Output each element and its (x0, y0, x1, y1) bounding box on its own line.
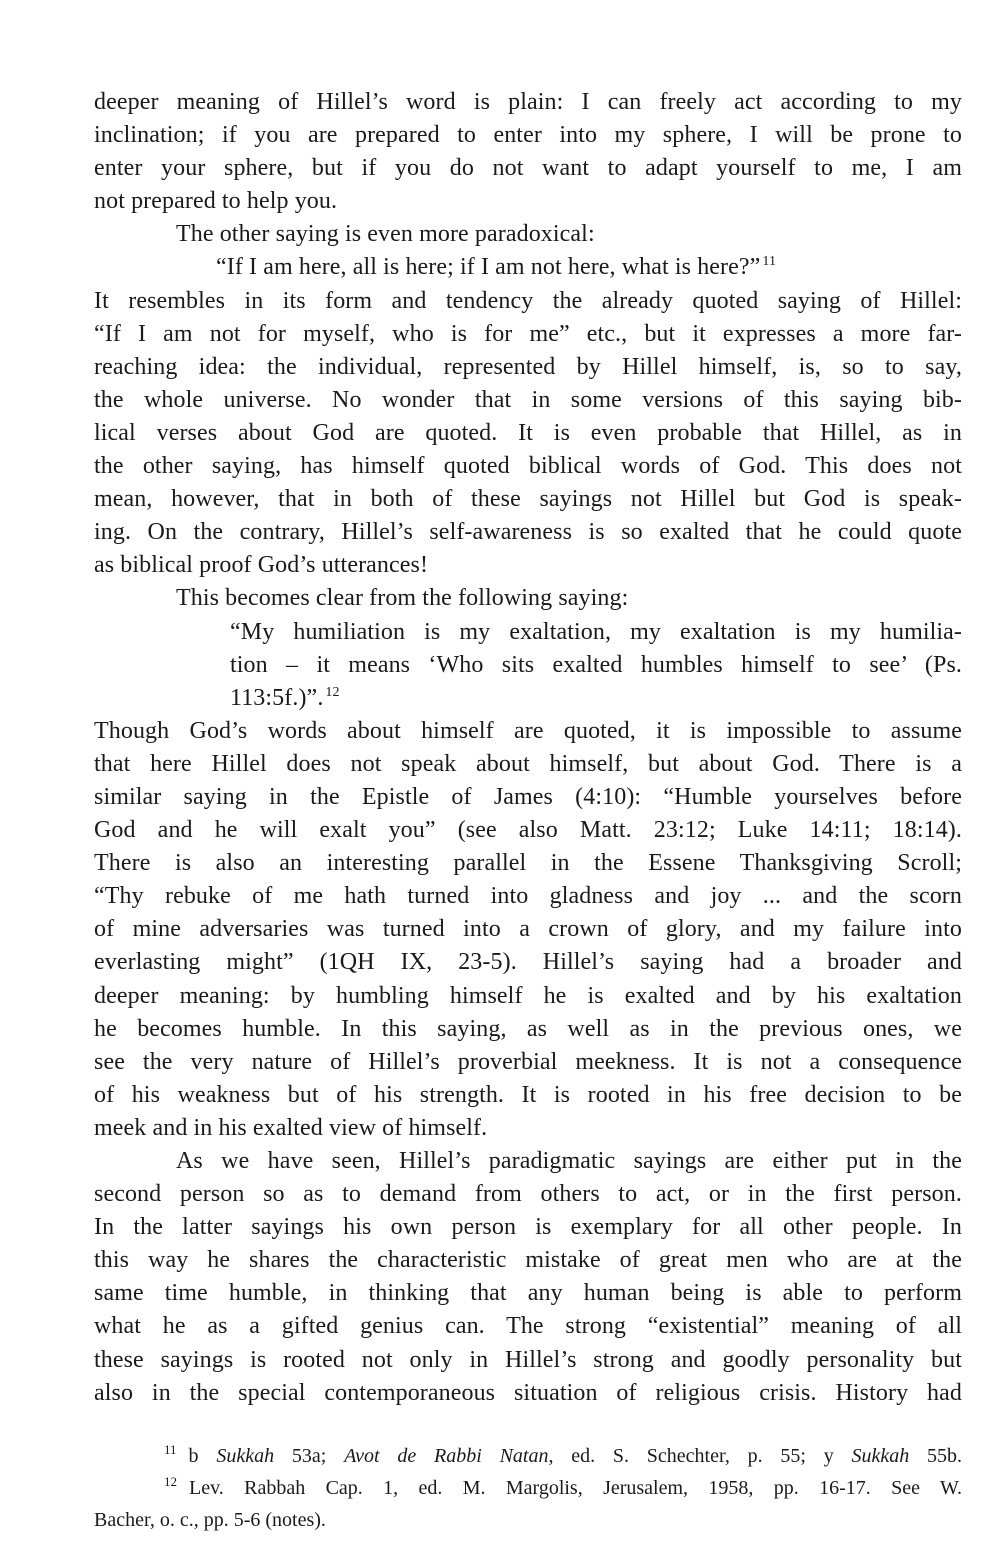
text-line: the other saying, has himself quoted biblical words of God. This does not (94, 453, 962, 480)
text-line: this way he shares the characteristic mistake of great men who are at the (94, 1247, 962, 1274)
footnote-title: Avot de Rabbi Natan (344, 1444, 549, 1467)
text-line: It resembles in its form and tendency the already quoted saying of Hillel: (94, 287, 962, 314)
text-line: reaching idea: the individual, represented by Hillel himself, is, so to say, (94, 353, 962, 380)
page-body (94, 86, 962, 1536)
text-line: second person so as to demand from others to act, or in the first person. (94, 1181, 962, 1208)
footnote-text: b (188, 1444, 217, 1467)
block-quote-text: 113:5f.)”. (230, 684, 324, 711)
text-line: of mine adversaries was turned into a crown of glory, and my failure into (94, 916, 962, 943)
footnote-12-continued: Bacher, o. c., pp. 5-6 (notes). (94, 1508, 326, 1531)
block-quote-line (94, 682, 962, 715)
quoted-saying-text: “If I am here, all is here; if I am not here, what is here?” (216, 254, 761, 281)
text-line: deeper meaning: by humbling himself he is exalted and by his exaltation (94, 982, 962, 1009)
text-line: not prepared to help you. (94, 188, 338, 215)
text-line: everlasting might” (1QH IX, 23-5). Hillel’s saying had a broader and (94, 949, 962, 976)
text-line: In the latter sayings his own person is exemplary for all other people. In (94, 1214, 962, 1241)
block-quote-line: “My humiliation is my exaltation, my exaltation is my humilia- (230, 618, 962, 645)
text-line: As we have seen, Hillel’s paradigmatic sayings are either put in the (176, 1148, 962, 1174)
text-line: mean, however, that in both of these sayings not Hillel but God is speak- (94, 486, 962, 513)
text-line: these sayings is rooted not only in Hillel’s strong and goodly personality but (94, 1346, 962, 1373)
text-line: deeper meaning of Hillel’s word is plain: I can freely act according to my (94, 89, 962, 115)
footnote-text: , ed. S. Schechter, p. 55; y (548, 1444, 852, 1467)
text-line: There is also an interesting parallel in the Essene Thanksgiving Scroll; (94, 850, 962, 877)
footnote-title: Sukkah (851, 1444, 910, 1467)
text-line: lical verses about God are quoted. It is even probable that Hillel, as in (94, 419, 962, 446)
footnote-11 (94, 1440, 962, 1472)
text-line: see the very nature of Hillel’s proverbial meekness. It is not a consequence (94, 1048, 962, 1075)
text-line: he becomes humble. In this saying, as well as in the previous ones, we (94, 1015, 962, 1042)
main-text (94, 86, 962, 1410)
text-line: similar saying in the Epistle of James (4:10): “Humble yourselves before (94, 783, 962, 810)
text-line: of his weakness but of his strength. It is rooted in his free decision to be (94, 1081, 962, 1108)
text-line: also in the special contemporaneous situation of religious crisis. History had (94, 1379, 962, 1406)
footnote-number: 11 (164, 1441, 177, 1457)
footnote-text: Lev. Rabbah Cap. 1, ed. M. Margolis, Jerusalem, 1958, pp. 16-17. See W. (189, 1476, 962, 1499)
text-line: This becomes clear from the following saying: (176, 585, 629, 612)
text-line: meek and in his exalted view of himself. (94, 1114, 488, 1141)
text-line: as biblical proof God’s utterances! (94, 552, 429, 579)
footnote-number: 12 (164, 1473, 177, 1489)
footnote-12 (94, 1472, 962, 1504)
block-quote-line: tion – it means ‘Who sits exalted humbles himself to see’ (Ps. (230, 651, 962, 678)
text-line: The other saying is even more paradoxical: (176, 221, 595, 248)
text-line: what he as a gifted genius can. The strong “existential” meaning of all (94, 1313, 962, 1340)
text-line: the whole universe. No wonder that in some versions of this saying bib- (94, 386, 962, 413)
text-line: ing. On the contrary, Hillel’s self-awareness is so exalted that he could quote (94, 519, 962, 546)
text-line: inclination; if you are prepared to enter into my sphere, I will be prone to (94, 122, 962, 149)
text-line: God and he will exalt you” (see also Matt. 23:12; Luke 14:11; 18:14). (94, 817, 962, 844)
text-line: same time humble, in thinking that any human being is able to perform (94, 1280, 962, 1307)
text-line: that here Hillel does not speak about himself, but about God. There is a (94, 750, 962, 777)
text-line: enter your sphere, but if you do not want to adapt yourself to me, I am (94, 155, 962, 182)
text-line: Though God’s words about himself are quoted, it is impossible to assume (94, 717, 962, 744)
footnote-ref-11: 11 (762, 254, 777, 270)
footnote-ref-12: 12 (325, 684, 340, 700)
text-line: “Thy rebuke of me hath turned into gladness and joy ... and the scorn (94, 883, 962, 910)
quoted-saying-line (94, 251, 962, 284)
footnote-title: Sukkah (216, 1444, 275, 1467)
text-line: “If I am not for myself, who is for me” etc., but it expresses a more far- (94, 320, 962, 347)
footnote-text: 55b. (909, 1444, 963, 1467)
footnote-text: 53a; (274, 1444, 345, 1467)
footnotes (94, 1440, 962, 1536)
